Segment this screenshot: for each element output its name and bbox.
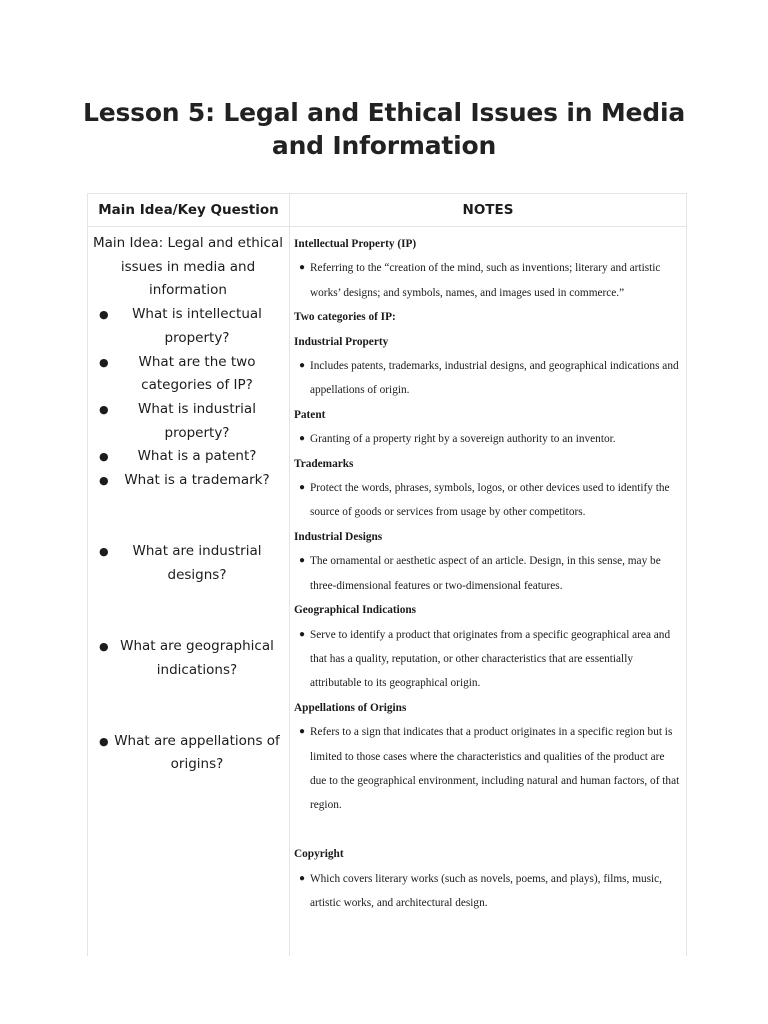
bullet-icon: ● [299, 262, 306, 274]
bullet-icon: ● [299, 555, 306, 567]
bullet-icon: ● [299, 482, 306, 494]
key-questions-column [90, 232, 286, 777]
note-heading: Two categories of IP: [294, 311, 396, 324]
header-notes: NOTES [462, 202, 514, 218]
question-item: ● What are industrial designs? [90, 540, 286, 587]
bullet-icon: ● [99, 474, 109, 488]
note-bullet: ● Which covers literary works (such as novels, poems, and plays), films, music, artistic works, and architectural design. [294, 867, 682, 916]
question-item: ● What is intellectual property? [90, 303, 286, 350]
header-main-idea: Main Idea/Key Question [98, 202, 279, 218]
question-item: ● What are the two categories of IP? [90, 351, 286, 398]
bullet-icon: ● [299, 433, 306, 445]
note-bullet: ● Includes patents, trademarks, industrial designs, and geographical indications and appellations of origin. [294, 354, 682, 403]
question-item: ● What is a patent? [90, 445, 286, 469]
note-heading: Trademarks [294, 457, 354, 470]
question-item: ● What is industrial property? [90, 398, 286, 445]
note-bullet: ● The ornamental or aesthetic aspect of an article. Design, in this sense, may be three-dimensional features or two-dimensional features. [294, 549, 682, 598]
note-heading: Geographical Indications [294, 604, 417, 617]
note-heading: Appellations of Origins [294, 701, 407, 714]
bullet-icon: ● [99, 402, 109, 416]
note-heading: Copyright [294, 848, 344, 861]
note-heading: Intellectual Property (IP) [294, 238, 417, 250]
table-header-row [88, 194, 686, 227]
notes-column [294, 232, 682, 915]
note-heading: Industrial Designs [294, 530, 383, 543]
spacer [294, 818, 682, 842]
note-heading: Patent [294, 408, 326, 421]
bullet-icon: ● [99, 308, 109, 322]
note-bullet: ● Refers to a sign that indicates that a product originates in a specific region but is limited to those cases where the characteristics and qualities of the product are due to the geographical environment, including natural and human factors, of that region. [294, 720, 682, 818]
bullet-icon: ● [299, 726, 306, 738]
bullet-icon: ● [99, 639, 109, 653]
bullet-icon: ● [299, 360, 306, 372]
note-bullet: ● Protect the words, phrases, symbols, logos, or other devices used to identify the source of goods or services from usage by other competitors. [294, 476, 682, 525]
note-bullet: ● Granting of a property right by a sovereign authority to an inventor. [294, 427, 682, 451]
bullet-icon: ● [99, 545, 109, 559]
bullet-icon: ● [99, 355, 109, 369]
bullet-icon: ● [299, 628, 306, 640]
notes-table [87, 193, 687, 956]
note-bullet: ● Serve to identify a product that originates from a specific geographical area and that has a quality, reputation, or other characteristics that are essentially attributable to its geographical origin. [294, 623, 682, 696]
bullet-icon: ● [99, 450, 109, 464]
question-item: ● What are appellations of origins? [90, 730, 286, 777]
question-item: ● What is a trademark? [90, 469, 286, 493]
page-title: Lesson 5: Legal and Ethical Issues in Media and Information [82, 98, 685, 160]
note-bullet: ● Referring to the “creation of the mind, such as inventions; literary and artistic works’ designs; and symbols, names, and images used in commerce.” [294, 256, 682, 305]
question-list [90, 303, 286, 777]
bullet-icon: ● [99, 734, 109, 748]
main-idea: Main Idea: Legal and ethical issues in media and information [92, 235, 283, 299]
bullet-icon: ● [299, 872, 306, 884]
note-heading: Industrial Property [294, 335, 389, 348]
question-item: ● What are geographical indications? [90, 635, 286, 682]
column-divider [289, 194, 290, 956]
